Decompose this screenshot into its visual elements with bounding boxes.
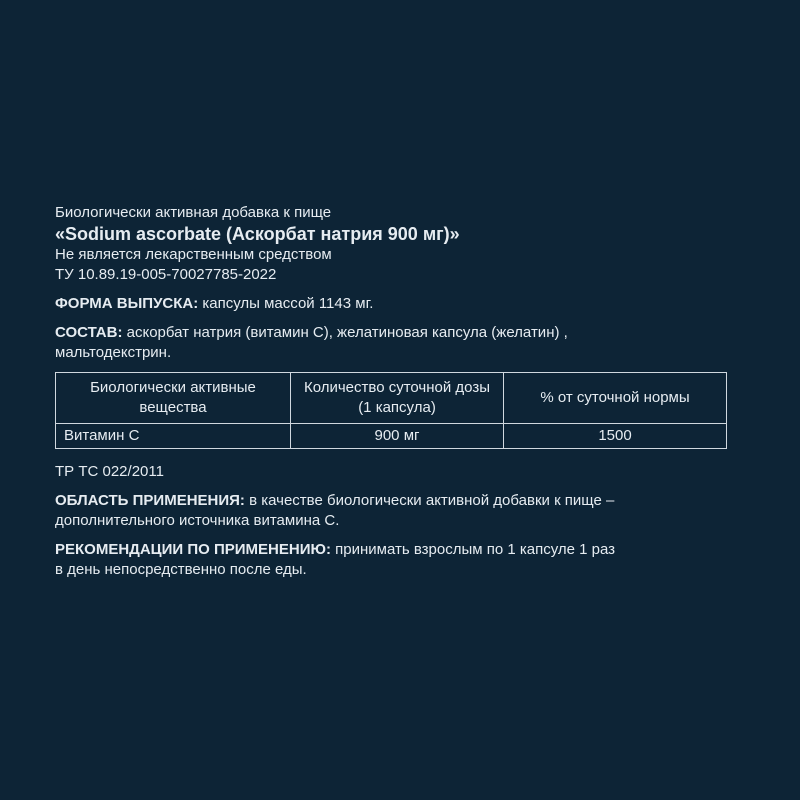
recommendation-label: РЕКОМЕНДАЦИИ ПО ПРИМЕНЕНИЮ:: [55, 541, 331, 558]
not-medicine-note: Не является лекарственным средством: [55, 246, 332, 263]
composition-text: аскорбат натрия (витамин С), желатиновая капсула (желатин) ,: [122, 324, 568, 341]
tech-spec-code: ТУ 10.89.19-005-70027785-2022: [55, 266, 277, 283]
regulation-section: [55, 462, 735, 482]
table-row: [56, 424, 727, 449]
scope-label: ОБЛАСТЬ ПРИМЕНЕНИЯ:: [55, 492, 245, 509]
regulation-code: ТР ТС 022/2011: [55, 463, 164, 480]
table-header-dose: Количество суточной дозы (1 капсула): [291, 373, 504, 424]
table-cell-substance: Витамин С: [56, 424, 291, 449]
recommendation-text-cont: в день непосредственно после еды.: [55, 561, 307, 578]
table-header-row: [56, 373, 727, 424]
composition-text-cont: мальтодекстрин.: [55, 344, 172, 361]
scope-text-cont: дополнительного источника витамина С.: [55, 512, 340, 529]
table-cell-percent: 1500: [504, 424, 727, 449]
form-section: [55, 294, 735, 314]
table-cell-dose: 900 мг: [291, 424, 504, 449]
product-title: «Sodium ascorbate (Аскорбат натрия 900 мг)»: [55, 224, 460, 244]
table-header-substance: Биологически активные вещества: [56, 373, 291, 424]
scope-text: в качестве биологически активной добавки к пище –: [244, 492, 615, 509]
scope-section: [55, 491, 735, 531]
composition-label: СОСТАВ:: [55, 324, 123, 341]
label-content: [55, 203, 735, 580]
form-label: ФОРМА ВЫПУСКА:: [55, 295, 199, 312]
composition-section: [55, 323, 735, 363]
form-text: капсулы массой 1143 мг.: [198, 295, 374, 312]
table-header-percent: % от суточной нормы: [504, 373, 727, 424]
recommendation-text: принимать взрослым по 1 капсуле 1 раз: [330, 541, 616, 558]
nutrient-table: [55, 372, 727, 449]
product-category: Биологически активная добавка к пище: [55, 204, 332, 221]
recommendation-section: [55, 540, 735, 580]
